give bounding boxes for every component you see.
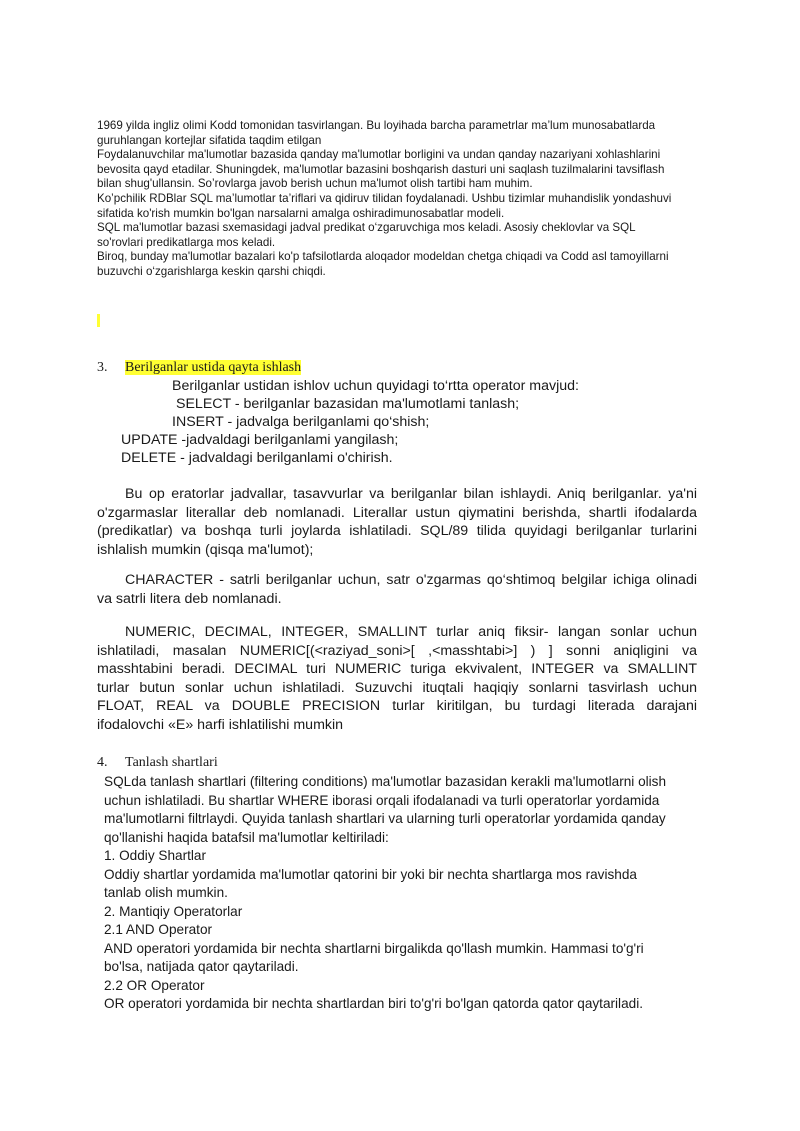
paragraph-line: NUMERIC, DECIMAL, INTEGER, SMALLINT turlar aniq fiksir- langan sonlar uchun [125,624,697,640]
intro-line: Ko’pchilik RDBlar SQL ma’lumotlar ta’riflari va qidiruv tilidan foydalanadi. Ushbu tizimlar muhandislik yondashuvi [97,191,672,205]
section-4-line: uchun ishlatiladi. Bu shartlar WHERE iborasi orqali ifodalanadi va turli operatorlar yordamida [104,792,660,808]
paragraph-numeric [97,623,697,734]
paragraph-line: FLOAT, REAL va DOUBLE PRECISION turlar kiritilgan, bu turdagi literada darajani [97,698,697,714]
intro-line: SQL ma'lumotlar bazasi sxemasidagi jadval predikat o‘zgaruvchiga mos keladi. Asosiy cheklovlar va SQL [97,221,636,235]
intro-text [97,119,707,280]
section-3-number: 3. [97,360,108,375]
operator-insert-line: INSERT - jadvalga berilganlami qo‘shish; [172,414,430,430]
operators-intro-line: Berilganlar ustidan ishlov uchun quyidagi to‘rtta operator mavjud: [172,378,579,394]
intro-line: buzuvchi o‘zgarishlarga keskin qarshi chiqdi. [97,264,326,278]
section-4-line: AND operatori yordamida bir nechta shartlarni birgalikda qo'llash mumkin. Hammasi to'g'ri [104,940,644,956]
intro-line: bevosita qayd etadilar. Shuningdek, ma'lumotlar bazasini boshqarish dasturi uni saqlash tuzilmalarini tavsiflash [97,162,665,176]
paragraph-line: Bu op eratorlar jadvallar, tasavvurlar va berilganlar bilan ishlaydi. Aniq berilganlar. ya'ni [125,486,697,502]
section-4-line: Oddiy shartlar yordamida ma'lumotlar qatorini bir yoki bir nechta shartlarga mos ravishda [104,866,637,882]
section-4-subheading: 2. Mantiqiy Operatorlar [104,903,243,919]
operator-update-line: UPDATE -jadvaldagi berilganlami yangilash; [121,432,399,448]
intro-line: sifatida ko'rish mumkin bo'lgan narsalarni amalga oshiradimunosabatlar modeli. [97,206,505,220]
operator-select-line: SELECT - berilganlar bazasidan ma'lumotlami tanlash; [176,396,520,412]
intro-line: Biroq, bunday ma'lumotlar bazalari ko'p tafsilotlarda aloqador modeldan chetga chiqadi va Codd asl tamoyillarni [97,250,669,264]
intro-line: bilan shug'ullansin. So’rovlarga javob berish uchun ma'lumot olish tartibi ham muhim. [97,177,533,191]
section-4-subheading: 1. Oddiy Shartlar [104,848,206,863]
paragraph-line: turlar butun sonlar uchun ishlatiladi. Suzuvchi ituqtali haqiqiy sonlarni tasvirlash uchun [97,679,697,696]
section-4-line: ma'lumotlarni filtrlaydi. Quyida tanlash shartlari va ularning turli operatorlar yordamida qanday [104,811,666,826]
paragraph-line: va satrli litera deb nomlanadi. [97,590,282,607]
paragraph-character [97,571,697,608]
section-4-line: tanlab olish mumkin. [104,885,228,900]
section-4-line: OR operatori yordamida bir nechta shartlardan biri to'g'ri bo'lgan qatorda qator qaytariladi. [104,996,643,1011]
highlight-cursor-mark [97,314,100,327]
section-4-subheading: 2.1 AND Operator [104,922,213,937]
section-4-number: 4. [97,755,108,770]
section-3-title: Berilganlar ustida qayta ishlash [125,360,302,375]
paragraph-line: ifodalovchi «E» harfi ishlatilishi mumkin [97,716,344,733]
operator-delete-line: DELETE - jadvaldagi berilganlami o'chirish. [121,450,393,466]
intro-line: 1969 yilda ingliz olimi Kodd tomonidan tasvirlangan. Bu loyihada barcha parametrlar ma’lum munosabatlarda [97,119,656,132]
section-3-heading [97,360,301,376]
section-4-body [104,773,704,1014]
paragraph-line: o'zgarmaslar literallar deb nomlanadi. Literallar ustun qiymatini berishda, shartli ifodalarda [97,504,697,521]
intro-line: guruhlangan kortejlar sifatida taqdim etilgan [97,133,322,147]
paragraph-line: masshtabini beradi. DECIMAL turi NUMERIC turiga ekvivalent, INTEGER va SMALLINT [97,661,697,677]
paragraph-line: (predikatlar) va boshqa turli joylarda ishlatiladi. SQL/89 tilida quyidagi berilganlar turlarini [97,523,697,539]
section-4-line: SQLda tanlash shartlari (filtering conditions) ma'lumotlar bazasidan kerakli ma'lumotlarni olish [104,774,667,789]
section-4-line: bo'lsa, natijada qator qaytariladi. [104,959,299,974]
intro-line: so'rovlari predikatlarga mos keladi. [97,235,276,249]
section-4-heading [97,755,218,771]
paragraph-line: ishlalish mumkin (qisqa ma'lumot); [97,541,314,558]
section-4-line: qo'llanishi haqida batafsil ma'lumotlar keltiriladi: [104,829,389,845]
paragraph-line: ishlatiladi, masalan NUMERIC[(<raziyad_soni>[ ,<masshtabi>] ) ] sonni aniqligini va [97,642,697,659]
paragraph-line: CHARACTER - satrli berilganlar uchun, satr o'zgarmas qo‘shtimoq belgilar ichiga olinadi [125,572,697,588]
paragraph-literals [97,485,697,559]
section-4-subheading: 2.2 OR Operator [104,977,205,993]
intro-line: Foydalanuvchilar ma'lumotlar bazasida qanday ma'lumotlar borligini va undan qanday nazariyani xohlashlarini [97,148,661,162]
section-4-title: Tanlash shartlari [125,755,218,770]
